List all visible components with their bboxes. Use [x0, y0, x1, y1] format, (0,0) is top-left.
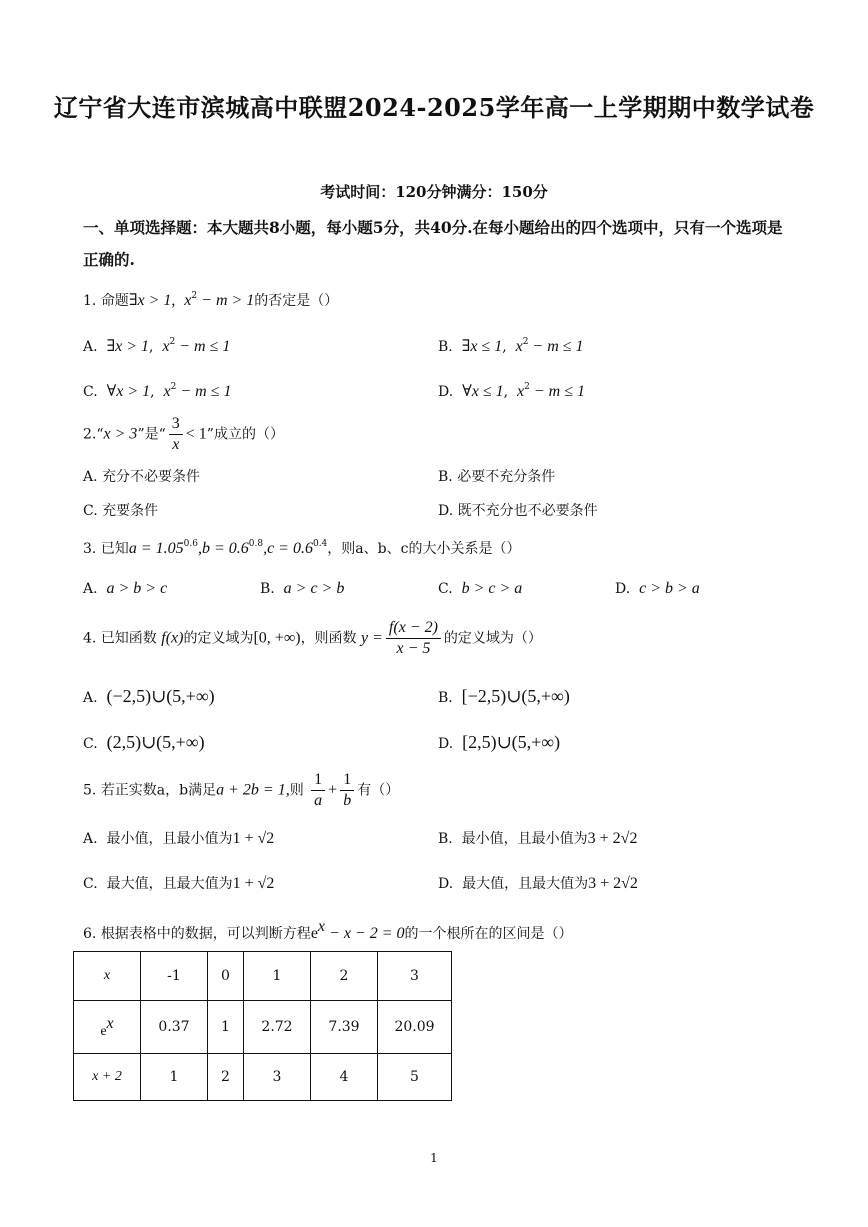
- option-expr: (2,5)∪(5,+∞): [106, 732, 205, 752]
- option-var: x: [162, 338, 170, 355]
- option-var: x: [163, 383, 171, 400]
- q3-number: 3.: [83, 541, 97, 557]
- page-title: 辽宁省大连市滨城高中联盟2024-2025学年高一上学期期中数学试卷: [53, 93, 815, 122]
- option-expr: 1 + √2: [232, 830, 275, 847]
- question-5-stem: [83, 770, 399, 811]
- q4-domain: [0, +∞): [253, 629, 301, 647]
- q1-sep: ,: [171, 292, 176, 309]
- q3-option-b: [260, 580, 344, 598]
- q2-option-b: B. 必要不充分条件: [438, 469, 556, 485]
- q3-option-c: [438, 580, 522, 598]
- table-cell: 1: [208, 1001, 244, 1054]
- q2-suffix: ”成立的（）: [206, 426, 284, 443]
- q6-eq-base: e: [310, 925, 318, 942]
- option-expr: (−2,5)∪(5,+∞): [106, 686, 215, 706]
- option-label: B.: [260, 581, 275, 597]
- table-row: [74, 1054, 452, 1101]
- q2-option-c: C. 充要条件: [83, 503, 159, 519]
- fraction-numerator: 1: [340, 770, 354, 791]
- q5-option-c: [83, 873, 274, 893]
- option-rest: − m ≤ 1: [528, 338, 584, 355]
- option-var: x: [517, 383, 525, 400]
- table-cell: 0.37: [141, 1001, 208, 1054]
- question-4-stem: [83, 618, 542, 659]
- option-label: D.: [438, 876, 454, 892]
- table-cell: 7.39: [311, 1001, 378, 1054]
- table-cell: 2: [208, 1054, 244, 1101]
- data-table: [73, 951, 452, 1101]
- option-expr: 1 + √2: [232, 875, 275, 892]
- q3-b: ,b = 0.6: [197, 540, 249, 557]
- q2-fraction: [169, 414, 183, 455]
- fraction-denominator: x: [172, 436, 180, 453]
- q6-suffix: 的一个根所在的区间是（）: [404, 926, 573, 942]
- q4-y: y =: [361, 629, 383, 647]
- table-cell: 3: [244, 1054, 311, 1101]
- q5-option-a: [83, 828, 274, 848]
- q4-option-c: [83, 732, 205, 753]
- q6-prefix: 根据表格中的数据，可以判断方程: [100, 926, 311, 942]
- option-var: x: [515, 338, 523, 355]
- option-expr: a > b > c: [106, 580, 168, 597]
- option-label: C.: [83, 736, 98, 752]
- fraction-denominator: a: [314, 792, 323, 809]
- q2-expr1: x > 3: [103, 425, 138, 443]
- option-expr: b > c > a: [461, 580, 523, 597]
- question-2-stem: [83, 414, 284, 455]
- q3-a-exp: 0.6: [183, 539, 198, 549]
- option-rest: − m ≤ 1: [175, 338, 231, 355]
- q2-quote-open: “: [96, 426, 104, 443]
- page-number: 1: [430, 1151, 438, 1165]
- fraction-numerator: 3: [169, 414, 183, 435]
- q1-number: 1.: [83, 293, 97, 309]
- question-1-stem: 1. 命题∃x > 1, $x^2 - m > 1$的否定是（）: [83, 291, 339, 309]
- q4-function: f(x): [161, 629, 184, 647]
- option-rest: − m ≤ 1: [176, 383, 232, 400]
- option-expr: a > c > b: [283, 580, 345, 597]
- option-label: D.: [438, 736, 454, 752]
- option-label: B.: [438, 690, 453, 706]
- q3-option-a: [83, 580, 167, 598]
- option-label: A.: [83, 831, 98, 847]
- q5-prefix: 若正实数a，b满足: [100, 782, 217, 799]
- row-head-exp: x: [106, 1014, 114, 1032]
- q1-cond1: ∃x > 1: [128, 292, 172, 309]
- q5-option-b: [438, 828, 637, 848]
- q5-plus: +: [328, 781, 338, 799]
- table-cell: 1: [244, 952, 311, 1001]
- option-text: 最小值，且最小值为: [106, 831, 233, 847]
- table-row-head: x + 2: [74, 1054, 141, 1101]
- q2-option-d: D. 既不充分也不必要条件: [438, 503, 598, 519]
- option-text: 最大值，且最大值为: [462, 876, 589, 892]
- option-expr: [−2,5)∪(5,+∞): [461, 686, 570, 706]
- q3-c-exp: 0.4: [312, 539, 328, 549]
- option-label: C.: [83, 384, 98, 400]
- table-cell: 20.09: [378, 1001, 452, 1054]
- option-quantifier: ∃x ≤ 1: [461, 338, 503, 355]
- table-cell: 0: [208, 952, 244, 1001]
- q4-prefix: 已知函数: [100, 630, 157, 647]
- option-label: D.: [615, 581, 631, 597]
- section-heading: 一、单项选择题：本大题共8小题，每小题5分，共40分.在每小题给出的四个选项中，只有一个选项是正确的.: [83, 218, 783, 269]
- q3-c: ,c = 0.6: [263, 540, 313, 557]
- question-3-stem: [83, 538, 520, 558]
- q5-number: 5.: [83, 782, 97, 799]
- option-expr: 3 + 2√2: [588, 875, 638, 892]
- fraction-denominator: x − 5: [396, 640, 431, 657]
- option-quantifier: ∃x > 1: [106, 338, 150, 355]
- option-expr: 3 + 2√2: [587, 830, 638, 847]
- q1-option-d: D. ∀x ≤ 1, $x^2 - m \le 1$: [438, 382, 585, 400]
- table-cell: 1: [141, 1054, 208, 1101]
- q5-fraction-1: [311, 770, 325, 811]
- option-label: B.: [438, 339, 453, 355]
- q4-option-a: [83, 686, 215, 707]
- option-quantifier: ∀x ≤ 1: [462, 383, 504, 400]
- q1-cond2-rest: − m > 1: [197, 292, 255, 309]
- table-row-head: [74, 1001, 141, 1054]
- option-label: A.: [83, 690, 98, 706]
- q4-option-b: [438, 686, 570, 707]
- q5-option-d: [438, 873, 638, 893]
- q6-eq-exp: x: [317, 918, 326, 935]
- q4-number: 4.: [83, 630, 97, 647]
- q1-option-b: B. ∃x ≤ 1, $x^2 - m \le 1$: [438, 337, 584, 355]
- option-label: A.: [83, 581, 98, 597]
- q4-option-d: [438, 732, 560, 753]
- q4-text: 的定义域为: [183, 630, 254, 647]
- question-6-stem: [83, 918, 573, 943]
- option-expr: [2,5)∪(5,+∞): [462, 732, 561, 752]
- q1-option-c: C. ∀x > 1, $x^2 - m \le 1$: [83, 382, 232, 400]
- q5-suffix: 有（）: [357, 782, 400, 799]
- table-cell: 2.72: [244, 1001, 311, 1054]
- q5-fraction-2: [340, 770, 354, 811]
- q1-option-a: A. ∃x > 1, $x^2 - m \le 1$: [83, 337, 231, 355]
- q1-prefix: 命题: [100, 293, 129, 309]
- option-label: C.: [438, 581, 453, 597]
- table-cell: 5: [378, 1054, 452, 1101]
- table-cell: 3: [378, 952, 452, 1001]
- q1-suffix: 的否定是（）: [254, 293, 339, 309]
- fraction-numerator: 1: [311, 770, 325, 791]
- option-label: C.: [83, 876, 98, 892]
- q4-text2: ，则函数: [300, 630, 357, 647]
- table-cell: -1: [141, 952, 208, 1001]
- q3-prefix: 已知: [100, 541, 129, 557]
- table-cell: 2: [311, 952, 378, 1001]
- q5-text: 则: [289, 782, 304, 799]
- option-quantifier: ∀x > 1: [106, 383, 151, 400]
- option-label: A.: [83, 339, 98, 355]
- row-head-base: e: [100, 1023, 107, 1039]
- option-label: D.: [438, 384, 454, 400]
- option-text: 最大值，且最大值为: [106, 876, 233, 892]
- q2-text: ”是“: [137, 426, 166, 443]
- q6-eq-rest: − x − 2 = 0: [325, 925, 405, 942]
- fraction-denominator: b: [343, 792, 352, 809]
- q3-a: a = 1.05: [128, 540, 184, 557]
- q5-condition: a + 2b = 1,: [216, 781, 290, 799]
- q4-fraction: [386, 618, 441, 659]
- table-row: [74, 1001, 452, 1054]
- q6-number: 6.: [83, 926, 97, 942]
- q1-cond2-var: x: [184, 292, 192, 309]
- table-cell: 4: [311, 1054, 378, 1101]
- option-text: 最小值，且最小值为: [461, 831, 588, 847]
- q3-option-d: [615, 580, 700, 598]
- option-rest: − m ≤ 1: [529, 383, 585, 400]
- q2-option-a: A. 充分不必要条件: [83, 469, 201, 485]
- q4-suffix: 的定义域为（）: [443, 630, 542, 647]
- q2-number: 2.: [83, 426, 97, 443]
- exam-info: 考试时间：120分钟满分：150分: [320, 183, 548, 201]
- table-row: [74, 952, 452, 1001]
- q3-b-exp: 0.8: [248, 539, 264, 549]
- table-row-head: x: [74, 952, 141, 1001]
- option-label: B.: [438, 831, 453, 847]
- q2-expr2: < 1: [185, 425, 207, 443]
- q3-suffix: ，则a、b、c的大小关系是（）: [327, 541, 521, 557]
- fraction-numerator: f(x − 2): [386, 618, 441, 639]
- option-expr: c > b > a: [639, 580, 700, 597]
